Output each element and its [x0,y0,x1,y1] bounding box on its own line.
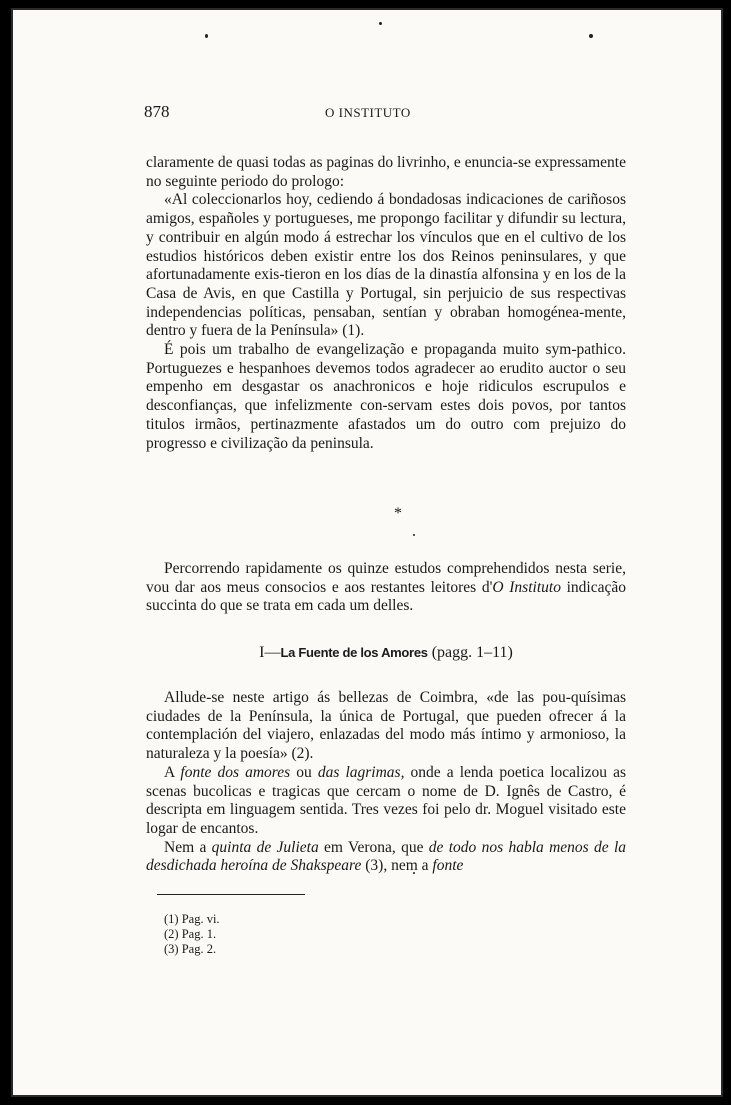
text-run: indicação succinta do que se trata em cada um delles. [146,578,626,615]
footnotes [164,912,220,957]
text-run: (3), nem a [361,857,433,875]
text-run: em Verona, que [318,838,429,856]
footnote: (1) Pag. vi. [164,912,220,926]
introduction-paragraph [146,560,626,616]
section-heading [146,644,626,662]
opening-text [146,154,626,453]
text-run: Percorrendo rapidamente os quinze estudos comprehendidos nesta serie, vou dar aos meus consocios e aos restantes leitores d' [146,560,626,596]
section-pages: (pagg. 1–11) [427,644,513,661]
footnote-divider [157,894,305,895]
text-run: onde a lenda poetica localizou as scenas bucolicas e tragicas que cercam o nome de D. Ignês de Castro, é descripta em linguagem sentida. Tres vezes foi pelo dr. Moguel visitado este logar de encantos. [146,763,627,837]
paragraph: É pois um trabalho de evangelização e propaganda muito sym-pathico. Portuguezes e hespanhoes devemos todos agradecer ao erudito auctor o seu empenho em desgastar os anachronicos e hoje ridiculos escrupulos e desconfianças, que infelizmente con-servam estes dois povos, por tantos titulos irmãos, pertinazmente afastados um do outro com prejuizo do progresso e civilização da peninsula. [146,341,626,452]
italic-run: fonte dos amores [180,763,291,781]
ink-speck [379,22,382,25]
italic-run: de todo nos habla menos de la desdichada heroína de Shakspeare [146,838,627,875]
footnote: (2) Pag. 1. [164,927,217,941]
page-header [144,102,674,126]
spanish-quotation: «Al coleccionarlos hoy, cediendo á bondadosas indicaciones de cariñosos amigos, españoles y portugueses, me propongo facilitar y difundir su lectura, y contribuir en algún modo á estrechar los vínculos que en el cultivo de los estudios históricos deben existir entre los dos Reinos peninsulares, y que afortunadamente exis-tieron en los días de la dinastía alfonsina y en los de la Casa de Avis, en que Castilla y Portugal, sin perjuicio de sus respectivas independencias políticas, pensaban, sentían y obraban homogénea-mente, dentro y fuera de la Península» (1). [146,191,626,340]
text-run: ou [290,763,318,781]
footnote: (3) Pag. 2. [164,942,217,956]
text-run: Nem a [164,838,212,856]
paragraph [146,839,626,876]
book-page [11,8,723,1097]
ink-speck [589,34,593,38]
italic-run: das lagrimas, [317,763,405,781]
italic-run: fonte [432,857,464,875]
section-title: La Fuente de los Amores [280,645,428,660]
text-run: A [164,763,181,781]
ink-speck [413,534,415,536]
paragraph: claramente de quasi todas as paginas do livrinho, e enuncia-se expressamente no seguinte periodo do prologo: [146,154,626,190]
paragraph: Allude-se neste artigo ás bellezas de Coimbra, «de las pou-quísimas ciudades de la Península, la única de Portugal, que pueden ofrecer á la contemplación del viajero, enlazadas del modo más íntimo y armonioso, la naturaleza y la poesía» (2). [146,689,626,763]
running-title: O INSTITUTO [325,105,411,120]
page-number: 878 [144,102,170,121]
italic-run: quinta de Julieta [211,838,319,856]
section-asterism: * [394,505,402,522]
section-body [146,689,626,876]
paragraph [146,764,626,839]
ink-speck [205,34,208,38]
journal-name: O Instituto [492,578,561,596]
section-numeral: I— [259,644,281,661]
